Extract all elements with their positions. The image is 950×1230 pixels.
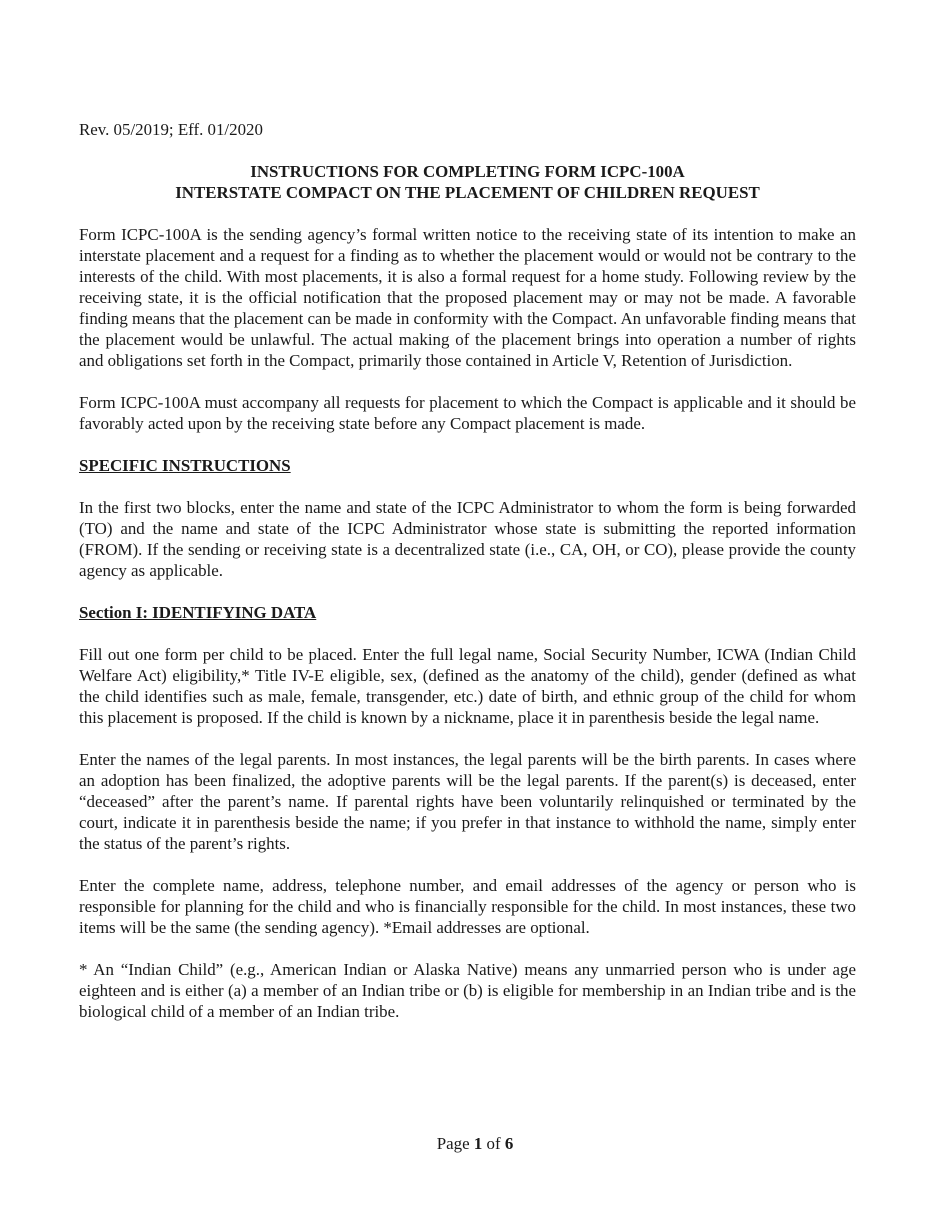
document-title <box>79 161 856 203</box>
page-word: Page <box>436 1134 470 1153</box>
section-1-paragraph-2: Enter the names of the legal parents. In most instances, the legal parents will be the birth parents. In cases where an adoption has been finalized, the adoptive parents will be the legal parents. If the parent(s) is deceased, enter “deceased” after the parent’s name. If parental rights have been voluntarily relinquished or terminated by the court, indicate it in parenthesis beside the name; if you prefer in that instance to withhold the name, simply enter the status of the parent’s rights. <box>79 750 856 853</box>
page-total: 6 <box>504 1134 514 1153</box>
revision-date: Rev. 05/2019; Eff. 01/2020 <box>79 120 263 139</box>
title-line-1: INSTRUCTIONS FOR COMPLETING FORM ICPC-100A <box>250 162 685 181</box>
page-current: 1 <box>473 1134 483 1153</box>
intro-paragraph-1: Form ICPC-100A is the sending agency’s formal written notice to the receiving state of its intention to make an interstate placement and a request for a finding as to whether the placement would or would not be contrary to the interests of the child. With most placements, it is also a formal request for a home study. Following review by the receiving state, it is the official notification that the proposed placement may or may not be made. A favorable finding means that the placement can be made in conformity with the Compact. An unfavorable finding means that the placement would be unlawful. The actual making of the placement brings into operation a number of rights and obligations set forth in the Compact, primarily those contained in Article V, Retention of Jurisdiction. <box>79 225 856 370</box>
title-line-2: INTERSTATE COMPACT ON THE PLACEMENT OF CHILDREN REQUEST <box>175 183 760 202</box>
of-word: of <box>486 1134 501 1153</box>
section-1-paragraph-3: Enter the complete name, address, telephone number, and email addresses of the agency or person who is responsible for planning for the child and who is financially responsible for the child. In most instances, these two items will be the same (the sending agency). *Email addresses are optional. <box>79 876 856 937</box>
page-number <box>0 1134 950 1154</box>
section-1-heading: Section I: IDENTIFYING DATA <box>79 603 317 622</box>
section-1-paragraph-1: Fill out one form per child to be placed. Enter the full legal name, Social Security Number, ICWA (Indian Child Welfare Act) eligibility,* Title IV-E eligible, sex, (defined as the anatomy of the child), gender (defined as what the child identifies such as male, female, transgender, etc.) date of birth, and ethnic group of the child for whom this placement is proposed. If the child is known by a nickname, place it in parenthesis beside the legal name. <box>79 645 856 727</box>
indian-child-footnote: * An “Indian Child” (e.g., American Indian or Alaska Native) means any unmarried person who is under age eighteen and is either (a) a member of an Indian tribe or (b) is eligible for membership in an Indian tribe and is the biological child of a member of an Indian tribe. <box>79 960 856 1021</box>
document-page <box>79 119 856 1043</box>
specific-instructions-heading: SPECIFIC INSTRUCTIONS <box>79 456 291 475</box>
specific-instructions-paragraph: In the first two blocks, enter the name and state of the ICPC Administrator to whom the form is being forwarded (TO) and the name and state of the ICPC Administrator whose state is submitting the reported information (FROM). If the sending or receiving state is a decentralized state (i.e., CA, OH, or CO), please provide the county agency as applicable. <box>79 498 856 580</box>
intro-paragraph-2: Form ICPC-100A must accompany all requests for placement to which the Compact is applicable and it should be favorably acted upon by the receiving state before any Compact placement is made. <box>79 393 856 433</box>
